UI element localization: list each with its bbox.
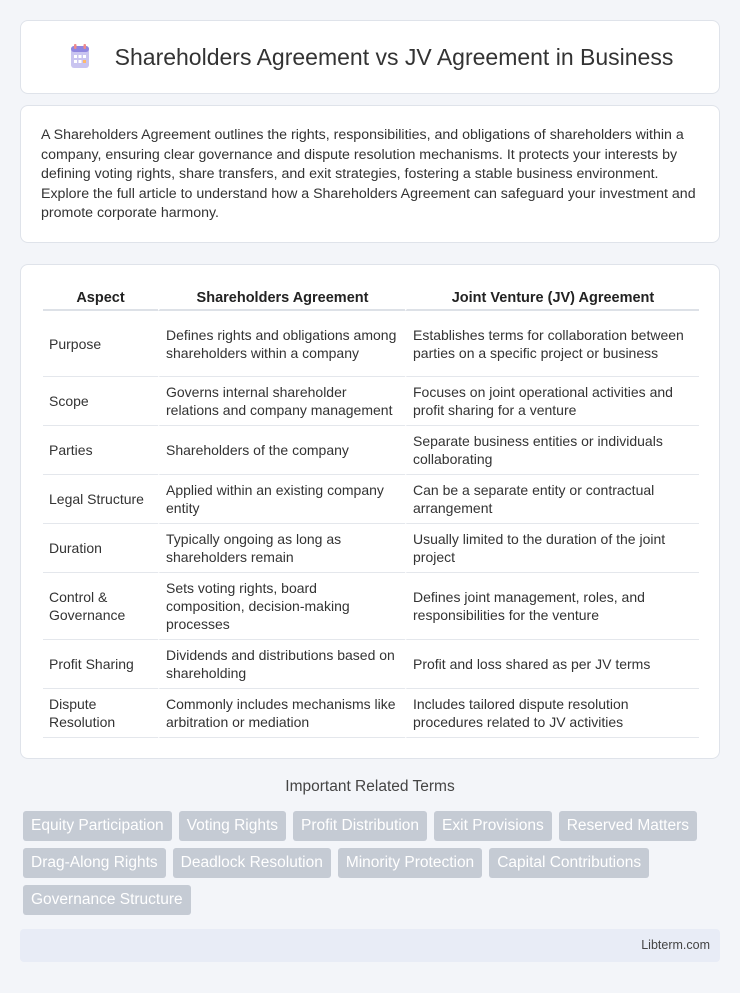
comparison-table-card: [20, 264, 720, 759]
tag-capital-contributions[interactable]: Capital Contributions: [489, 848, 649, 878]
tag-exit-provisions[interactable]: Exit Provisions: [434, 811, 552, 841]
tag-voting-rights[interactable]: Voting Rights: [179, 811, 286, 841]
table-cell: Governs internal shareholder relations and company management: [158, 377, 405, 426]
document-icon: [67, 44, 93, 70]
related-terms-tags: [23, 811, 723, 915]
table-cell: Shareholders of the company: [158, 426, 405, 475]
column-header-aspect: Aspect: [43, 285, 158, 311]
column-header-jv: Joint Venture (JV) Agreement: [405, 285, 699, 311]
tag-deadlock-resolution[interactable]: Deadlock Resolution: [173, 848, 331, 878]
comparison-table: [43, 285, 699, 738]
table-cell: Commonly includes mechanisms like arbitration or mediation: [158, 689, 405, 738]
tag-governance-structure[interactable]: Governance Structure: [23, 885, 191, 915]
table-cell: Can be a separate entity or contractual arrangement: [405, 475, 699, 524]
table-cell: Separate business entities or individuals collaborating: [405, 426, 699, 475]
table-cell: Parties: [43, 426, 158, 475]
table-cell: Control & Governance: [43, 573, 158, 640]
tag-equity-participation[interactable]: Equity Participation: [23, 811, 172, 841]
table-row: [43, 426, 699, 475]
table-row: [43, 311, 699, 377]
table-cell: Focuses on joint operational activities and profit sharing for a venture: [405, 377, 699, 426]
table-row: [43, 689, 699, 738]
table-cell: Dividends and distributions based on shareholding: [158, 640, 405, 689]
tag-profit-distribution[interactable]: Profit Distribution: [293, 811, 427, 841]
table-cell: Sets voting rights, board composition, decision-making processes: [158, 573, 405, 640]
table-cell: Dispute Resolution: [43, 689, 158, 738]
table-row: [43, 640, 699, 689]
intro-card: [20, 105, 720, 243]
table-cell: Purpose: [43, 311, 158, 377]
table-row: [43, 377, 699, 426]
tag-drag-along-rights[interactable]: Drag-Along Rights: [23, 848, 166, 878]
table-cell: Defines joint management, roles, and responsibilities for the venture: [405, 573, 699, 640]
table-header-row: [43, 285, 699, 311]
tag-reserved-matters[interactable]: Reserved Matters: [559, 811, 697, 841]
table-cell: Scope: [43, 377, 158, 426]
table-cell: Usually limited to the duration of the joint project: [405, 524, 699, 573]
footer: [20, 929, 720, 962]
table-cell: Includes tailored dispute resolution procedures related to JV activities: [405, 689, 699, 738]
page-title: Shareholders Agreement vs JV Agreement in Business: [114, 43, 674, 70]
table-row: [43, 524, 699, 573]
table-cell: Typically ongoing as long as shareholders remain: [158, 524, 405, 573]
table-cell: Duration: [43, 524, 158, 573]
column-header-shareholders: Shareholders Agreement: [158, 285, 405, 311]
table-cell: Profit and loss shared as per JV terms: [405, 640, 699, 689]
table-cell: Profit Sharing: [43, 640, 158, 689]
table-cell: Applied within an existing company entity: [158, 475, 405, 524]
table-cell: Establishes terms for collaboration between parties on a specific project or business: [405, 311, 699, 377]
tag-minority-protection[interactable]: Minority Protection: [338, 848, 482, 878]
related-terms-title: Important Related Terms: [285, 778, 455, 795]
table-cell: Legal Structure: [43, 475, 158, 524]
table-row: [43, 573, 699, 640]
table-cell: Defines rights and obligations among shareholders within a company: [158, 311, 405, 377]
header-card: [20, 20, 720, 94]
intro-text: A Shareholders Agreement outlines the rights, responsibilities, and obligations of shareholders within a company, ensuring clear governance and dispute resolution mechanisms. It protects your interests by defining voting rights, share transfers, and exit strategies, fostering a stable business environment. Explore the full article to understand how a Shareholders Agreement can safeguard your investment and promote corporate harmony.: [41, 127, 696, 221]
footer-brand-link[interactable]: Libterm.com: [641, 938, 710, 952]
table-row: [43, 475, 699, 524]
